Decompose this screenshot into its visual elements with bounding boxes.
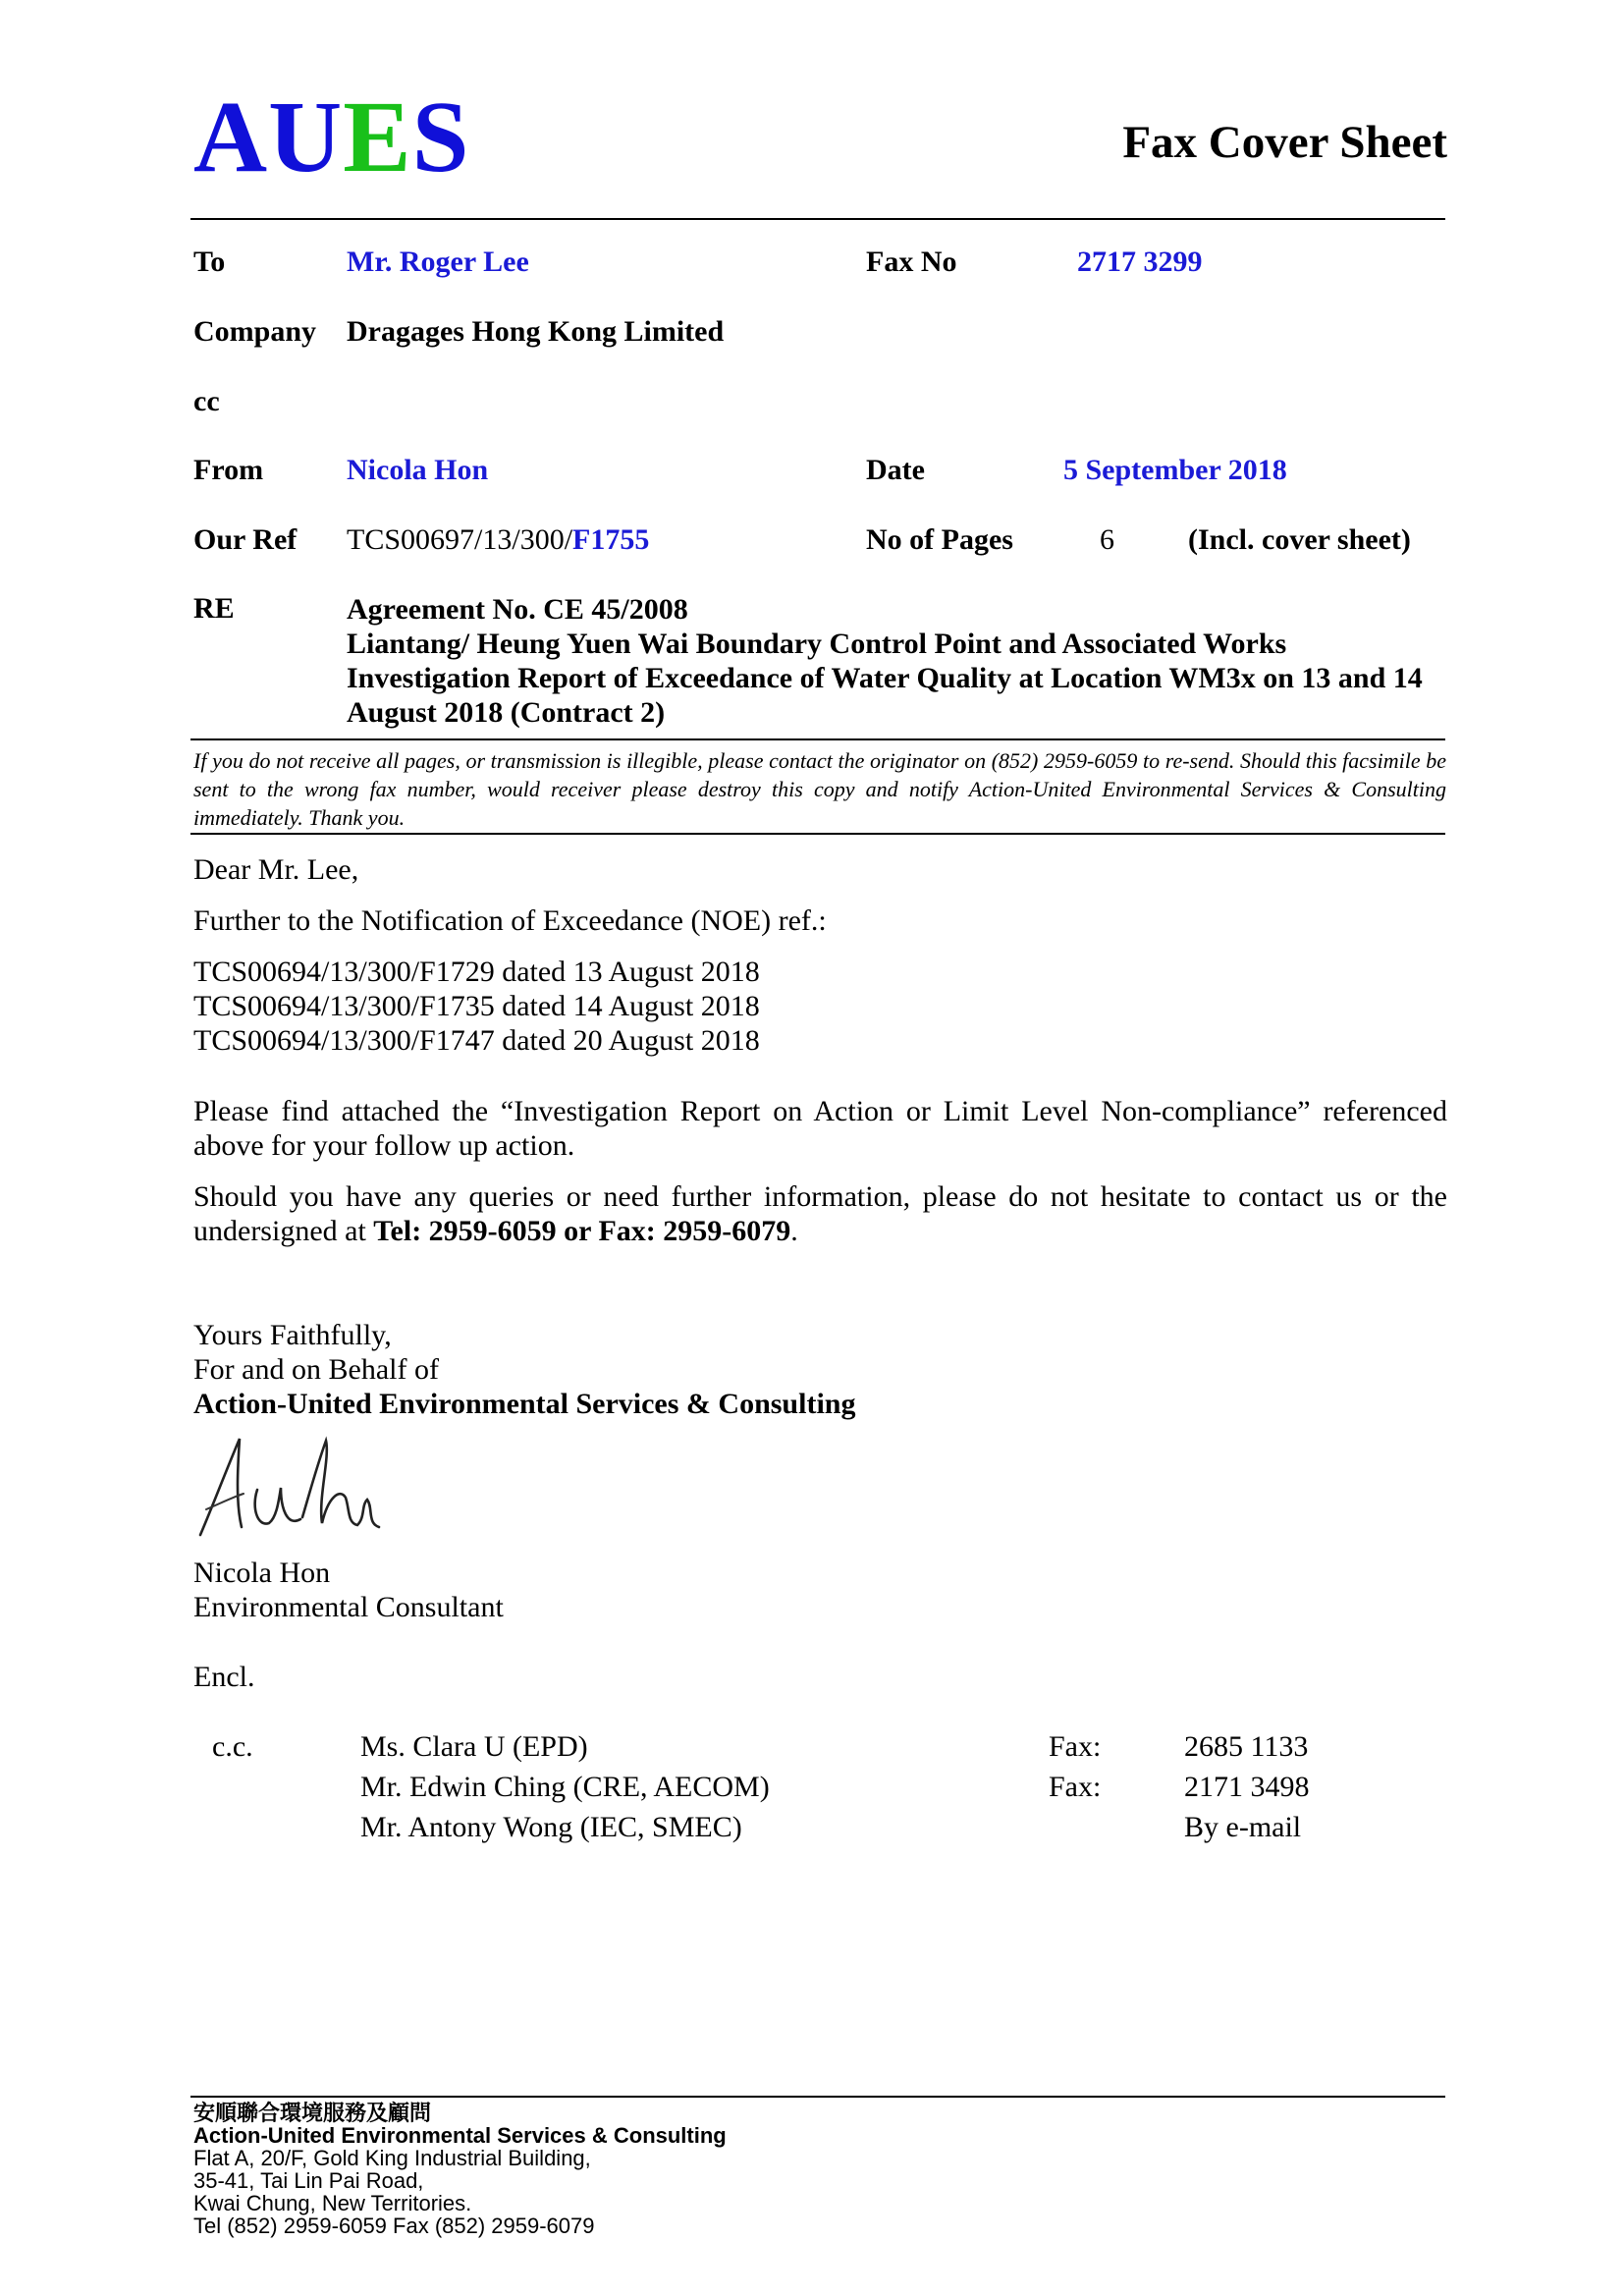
contact-text: Should you have any queries or need further information, please do not hesitate to contact us or the undersigned at (193, 1180, 1447, 1247)
footer-address-line: Kwai Chung, New Territories. (193, 2191, 472, 2215)
disclaimer-top-divider (190, 738, 1445, 740)
fax-disclaimer: If you do not receive all pages, or transmission is illegible, please contact the originator on (852) 2959-6059 to re-send. Should this facsimile be sent to the wrong fax number, would receiver please destroy this copy and notify Action-United Environmental Services & Consulting immediately. Thank you. (193, 748, 1446, 830)
closing-block (193, 1318, 855, 1421)
attachment-paragraph: Please find attached the “Investigation Report on Action or Limit Level Non-compliance” referenced above for your follow up action. (193, 1095, 1447, 1162)
our-ref-label: Our Ref (193, 523, 298, 556)
cc-entry-name: Ms. Clara U (EPD) (360, 1730, 588, 1763)
re-line: Liantang/ Heung Yuen Wai Boundary Control Point and Associated Works (347, 628, 1287, 660)
date-label: Date (866, 454, 925, 486)
fax-no-value: 2717 3299 (1077, 246, 1203, 278)
our-ref-suffix: F1755 (572, 523, 650, 556)
footer-chinese-name: 安順聯合環境服務及顧問 (193, 2101, 432, 2125)
re-line: Agreement No. CE 45/2008 (347, 593, 688, 626)
sender-company: Action-United Environmental Services & Consulting (193, 1388, 856, 1420)
cc-entry-method-value: By e-mail (1184, 1811, 1302, 1843)
re-line: August 2018 (Contract 2) (347, 696, 666, 729)
our-ref-value (347, 523, 649, 557)
cc-label: cc (193, 385, 220, 417)
cc-entry-method-label: Fax: (1049, 1771, 1102, 1803)
re-label: RE (193, 592, 235, 625)
pages-note: (Incl. cover sheet) (1188, 523, 1411, 556)
to-value: Mr. Roger Lee (347, 246, 529, 278)
enclosure-note: Encl. (193, 1661, 255, 1693)
noe-reference: TCS00694/13/300/F1729 dated 13 August 2018 (193, 956, 760, 988)
footer-divider (190, 2096, 1445, 2098)
logo-letter-a: A (193, 81, 269, 193)
footer-address-line: 35-41, Tai Lin Pai Road, (193, 2168, 424, 2193)
footer-contact: Tel (852) 2959-6059 Fax (852) 2959-6079 (193, 2214, 595, 2238)
cc-entry-method-label: Fax: (1049, 1730, 1102, 1763)
cc-entry-name: Mr. Antony Wong (IEC, SMEC) (360, 1811, 742, 1843)
header-divider (190, 218, 1445, 220)
signature-image (192, 1429, 408, 1547)
footer-address-block (193, 2102, 727, 2237)
footer-address-line: Flat A, 20/F, Gold King Industrial Building, (193, 2146, 591, 2170)
footer-company-name: Action-United Environmental Services & Consulting (193, 2123, 727, 2148)
contact-period: . (790, 1215, 798, 1247)
contact-paragraph (193, 1179, 1447, 1248)
salutation: Dear Mr. Lee, (193, 853, 359, 886)
pages-label: No of Pages (866, 523, 1013, 556)
date-value: 5 September 2018 (1063, 454, 1287, 486)
from-value: Nicola Hon (347, 454, 489, 486)
noe-reference-list (193, 955, 760, 1058)
document-title: Fax Cover Sheet (1122, 117, 1447, 168)
aues-logo (193, 81, 470, 193)
fax-no-label: Fax No (866, 246, 957, 278)
pages-value: 6 (1100, 523, 1114, 556)
our-ref-prefix: TCS00697/13/300/ (347, 523, 573, 556)
cc-entry-method-value: 2171 3498 (1184, 1771, 1310, 1803)
contact-numbers: Tel: 2959-6059 or Fax: 2959-6079 (373, 1215, 791, 1247)
signer-title: Environmental Consultant (193, 1591, 504, 1623)
logo-letter-u: U (268, 81, 344, 193)
cc-entry-method-value: 2685 1133 (1184, 1730, 1309, 1763)
noe-reference: TCS00694/13/300/F1735 dated 14 August 2018 (193, 990, 760, 1022)
cc-entry-name: Mr. Edwin Ching (CRE, AECOM) (360, 1771, 770, 1803)
logo-letter-s: S (411, 81, 470, 193)
company-value: Dragages Hong Kong Limited (347, 315, 725, 348)
from-label: From (193, 454, 264, 486)
re-line: Investigation Report of Exceedance of Water Quality at Location WM3x on 13 and 14 (347, 662, 1423, 694)
noe-reference: TCS00694/13/300/F1747 dated 20 August 2018 (193, 1024, 760, 1057)
to-label: To (193, 246, 226, 278)
on-behalf: For and on Behalf of (193, 1353, 439, 1386)
cc-list-label: c.c. (212, 1730, 253, 1763)
signer-name: Nicola Hon (193, 1557, 331, 1589)
signer-block (193, 1556, 504, 1624)
company-label: Company (193, 315, 317, 348)
closing: Yours Faithfully, (193, 1319, 392, 1351)
disclaimer-bottom-divider (190, 833, 1445, 835)
re-subject (347, 592, 1456, 730)
noe-intro: Further to the Notification of Exceedance (NOE) ref.: (193, 904, 827, 937)
logo-letter-e: E (343, 81, 412, 193)
